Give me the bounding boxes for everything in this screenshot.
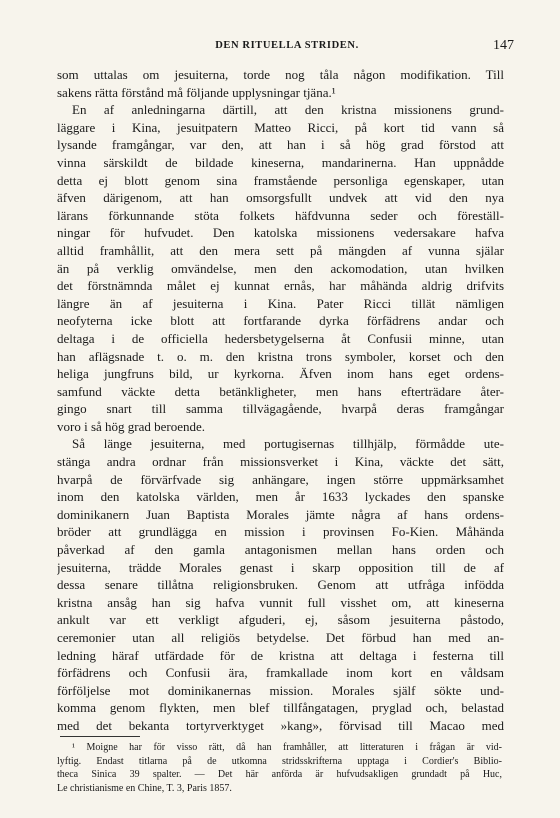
text-line: hvarpå de förvärfvade sig anhängare, ingen större uppmärksamhet (57, 471, 504, 487)
text-line: förföljelse mot dominikanernas mission. Morales själf sökte und- (57, 682, 504, 698)
footnote-divider (60, 736, 140, 737)
page-number: 147 (493, 38, 514, 53)
text-line: heliga jungfruns bild, ur kyrkorna. Äfven inom hans eget ordens- (57, 366, 504, 382)
text-line: sakens rätta förstånd må följande upplysningar tjäna.¹ (57, 84, 336, 100)
text-line: stänga andra ordnar från missionsverket i Kina, väckte det sätt, (57, 454, 504, 470)
text-line: längre än af jesuiterna i Kina. Pater Ricci tillät nämligen (57, 295, 504, 311)
body-text (57, 66, 504, 735)
text-line: komma genom flykten, men blef tillfångatagen, pryglad och, belastad (57, 700, 504, 716)
text-line: deltaga i de officiella hedersbetygelserna åt Confusii minne, utan (57, 330, 504, 346)
text-line: En af anledningarna därtill, att den kristna missionens grund- (72, 102, 504, 118)
footnote-line: Le christianisme en Chine, T. 3, Paris 1857. (57, 782, 232, 794)
text-line: vinna särskildt de bildade kineserna, mandarinerna. Han uppnådde (57, 154, 504, 170)
text-line: voro i så hög grad beroende. (57, 418, 206, 434)
footnote-line: lyftig. Endast titlarna på de utkomna stridsskrifterna upptaga i Cordier's Biblio- (57, 755, 502, 767)
text-line: inom den katolska världen, men år 1633 lyckades den spanske (57, 489, 504, 505)
text-line: som uttalas om jesuiterna, torde nog tåla någon modifikation. Till (57, 67, 504, 82)
text-line: dominikanern Juan Baptista Morales jämte några af hans ordens- (57, 506, 504, 522)
text-line: ceremonier utan all religiös betydelse. Det förbud han med an- (57, 630, 504, 645)
text-line: alltid framhållit, att den mera sett på mängden af vunna själar (57, 242, 504, 258)
running-head: DEN RITUELLA STRIDEN. (215, 40, 359, 51)
text-line: neofyterna icke blott att fortfarande dyrka förfädrens andar och (57, 313, 504, 329)
footnotes (57, 741, 502, 795)
text-line: dessa senare tillåtna religionsbruken. Genom att utfråga infödda (57, 577, 504, 593)
text-line: lärans förkunnande stöta folkets häfdvunna seder och föreställ- (57, 207, 504, 223)
text-line: ningar för hufvudet. Den katolska missionens vedersakare hafva (57, 225, 504, 241)
text-line: läggare i Kina, jesuitpatern Matteo Ricci, på kort tid vann så (57, 119, 504, 135)
text-line: än på verklig omvändelse, men den ackomodation, utan hvilken (57, 260, 504, 276)
text-line: samfund väckte detta betänkligheter, men hans efterträdare åter- (57, 383, 504, 399)
footnote-line: theca Sinica 39 spalter. — Det här anförda är hufvudsakligen grundadt på Huc, (57, 769, 502, 781)
text-line: han aflägsnade t. o. m. den kristna trons symboler, korset och den (57, 348, 504, 364)
text-line: äfven därigenom, att han omsorgsfullt undvek att vid den nya (57, 190, 504, 206)
text-line: påverkad af den gamla antagonismen mellan hans orden och (57, 542, 504, 558)
page-header (60, 38, 514, 58)
text-line: ledning häraf utfärdade för de kristna att deltaga i festerna till (57, 647, 504, 663)
text-line: med det bekanta tortyrverktyget »kang», förvisad till Macao med (57, 717, 504, 733)
text-line: ankult var ett verkligt afguderi, ej, såsom jesuiterna påstodo, (57, 612, 504, 628)
text-line: kristna ansåg han sig hafva vunnit full visshet om, att kineserna (57, 594, 504, 610)
text-line: förfädrens och Confusii ära, framkallade inom kort en våldsam (57, 665, 504, 681)
footnote-line: ¹ Moigne har för visso rätt, då han framhåller, att litteraturen i frågan är vid- (72, 742, 502, 753)
text-line: gingo snart till samma tillvägagående, hvarpå deras framgångar (57, 401, 504, 417)
text-line: detta ej blott genom sina framstående personliga egenskaper, utan (57, 172, 504, 188)
text-line: lysande framgångar, var den, att han i så hög grad förstod att (57, 137, 504, 153)
text-line: bröder att grundlägga en mission i provinsen Fo-Kien. Måhända (57, 524, 504, 540)
text-line: jesuiterna, trädde Morales genast i skarp opposition till de af (57, 559, 504, 575)
text-line: det förstnämnda målet ej kunnat ernås, har måhända aldrig drifvits (57, 278, 504, 294)
text-line: Så länge jesuiterna, med portugisernas tillhjälp, förmådde ute- (72, 436, 504, 452)
